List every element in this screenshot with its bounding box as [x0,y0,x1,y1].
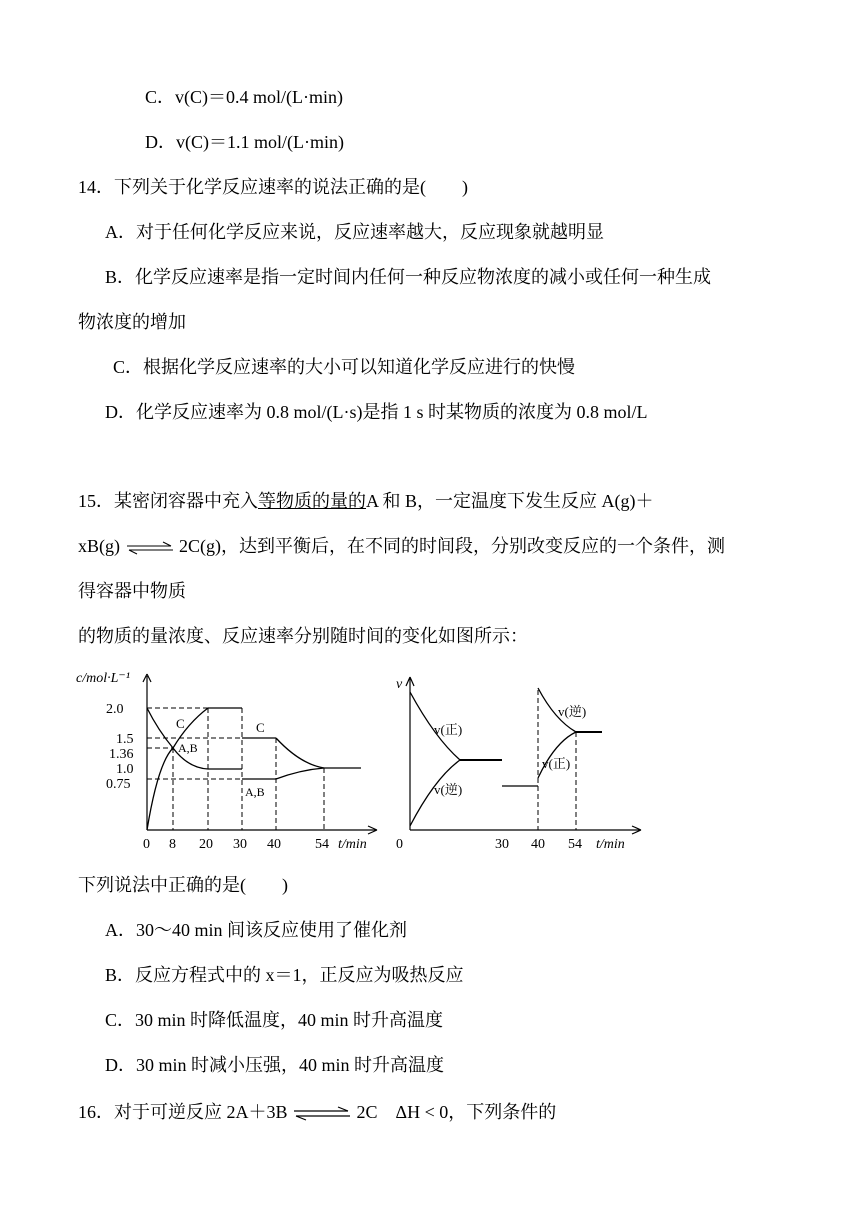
c-decline [276,738,324,768]
concentration-graph [70,668,390,858]
x-axis-label: t/min [338,837,367,852]
series-label-ab: A,B [178,741,198,755]
x-tick: 54 [315,837,329,852]
x-tick: 40 [267,837,281,852]
q15-option-c: C．30 min 时降低温度，40 min 时升高温度 [105,1010,444,1030]
q16-stem-part: 16．对于可逆反应 2A＋3B [78,1102,288,1122]
x-tick: 0 [143,837,150,852]
q15-prompt: 下列说法中正确的是( ) [78,875,288,895]
curve-label-rev: v(逆) [558,704,587,719]
q14-option-a: A．对于任何化学反应来说，反应速率越大，反应现象就越明显 [105,222,604,242]
curve-label-rev: v(逆) [434,782,463,797]
x-tick: 54 [568,837,582,852]
series-label-ab: A,B [245,785,265,799]
ab-rise [276,768,324,779]
q13-option-d: D．v(C)＝1.1 mol/(L·min) [145,132,344,152]
q15-option-a: A．30～40 min 间该反应使用了催化剂 [105,920,407,940]
y-axis-label: c/mol·L⁻¹ [76,671,130,686]
series-label-c: C [176,716,185,731]
q14-stem: 14．下列关于化学反应速率的说法正确的是( ) [78,177,468,197]
q15-stem-part: xB(g) [78,536,120,556]
q13-option-c: C．v(C)＝0.4 mol/(L·min) [145,87,343,107]
x-tick: 0 [396,837,403,852]
q16-stem-part: 2C ΔH < 0，下列条件的 [356,1102,557,1122]
q15-stem-part: A 和 B，一定温度下发生反应 A(g)＋ [366,491,654,511]
y-axis-label: v [396,677,403,692]
x-tick: 40 [531,837,545,852]
x-tick: 30 [233,837,247,852]
q15-stem-line2 [78,534,725,558]
q15-option-b: B．反应方程式中的 x＝1，正反应为吸热反应 [105,965,464,985]
q15-stem-line4: 的物质的量浓度、反应速率分别随时间的变化如图所示： [78,626,528,646]
fwd-rate-curve-2 [538,732,576,778]
y-tick: 0.75 [106,777,131,792]
y-tick: 1.5 [116,732,134,747]
y-tick: 2.0 [106,702,124,717]
q14-option-d: D．化学反应速率为 0.8 mol/(L·s)是指 1 s 时某物质的浓度为 0.8 mol/L [105,402,648,422]
x-axis-label: t/min [596,837,625,852]
q15-option-d: D．30 min 时减小压强，40 min 时升高温度 [105,1055,445,1075]
q14-option-c: C．根据化学反应速率的大小可以知道化学反应进行的快慢 [113,357,576,377]
x-tick: 30 [495,837,509,852]
x-tick: 8 [169,837,176,852]
equilibrium-arrow-icon [292,1107,352,1121]
q16-stem [78,1100,556,1124]
y-tick: 1.36 [109,747,134,762]
x-tick: 20 [199,837,213,852]
q15-stem-part: 15．某密闭容器中充入 [78,491,258,511]
q15-stem-underlined: 等物质的量的 [258,491,366,511]
q14-option-b-line1: B．化学反应速率是指一定时间内任何一种反应物浓度的减小或任何一种生成 [105,267,712,287]
y-tick: 1.0 [116,762,134,777]
q15-stem-line3: 得容器中物质 [78,581,186,601]
rate-graph [390,668,650,858]
q15-stem-line1 [78,489,654,513]
q14-option-b-line2: 物浓度的增加 [78,312,186,332]
curve-label-fwd: v(正) [542,756,571,771]
equilibrium-arrow-icon [125,542,175,554]
series-label-c: C [256,720,265,735]
curve-label-fwd: v(正) [434,722,463,737]
q15-stem-part: 2C(g)，达到平衡后，在不同的时间段，分别改变反应的一个条件，测 [179,536,725,556]
